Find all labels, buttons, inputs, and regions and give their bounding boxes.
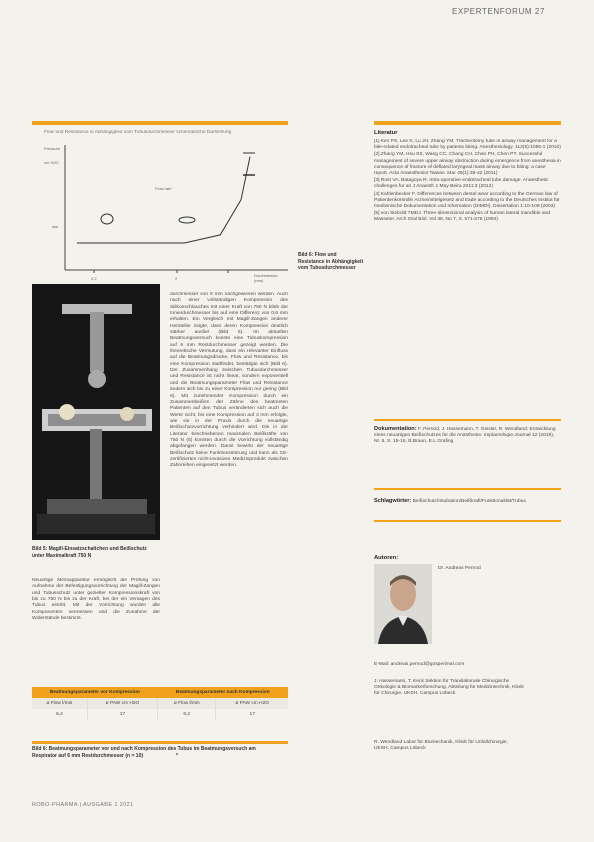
author-photo xyxy=(374,564,432,644)
figure6-x-tick-b: 2 xyxy=(175,276,178,281)
table-caption: Bild 6: Beatmungsparameter vor und nach Kompression des Tubus im Beatmungsversuch am Respirator auf 6 mm Restdurchmesser (n = 10) xyxy=(32,746,256,759)
documentation-text: F. Pernod, J. Hassemann, T. Geisler, R. Wendland: Entwicklung eines neuartigen Beißschutzes für die Anästhesie. Implantologie-Journal 12 (2019), Nr. 6, S. 15-16, B.Braun, E.L.Grafing xyxy=(374,427,556,445)
author-block-2: R. Wendland Labor für Biomechanik, Klinik für Unfallchirurgie, UKSH, Campus Lübeck xyxy=(374,740,508,752)
keywords-top-rule xyxy=(374,488,561,490)
figure6-y-label: Pressure xyxy=(44,146,61,151)
running-header: EXPERTENFORUM 27 xyxy=(452,7,546,16)
documentation-top-rule xyxy=(374,419,561,421)
keywords-heading: Schlagwörter: xyxy=(374,498,412,504)
body-paragraph-right: durchmesser von 8 mm nachgewiesen werden. Auch nach einer vollständigen Kompression des Silikonschlauches mit einer Kraft von 750 N blieb der Innendurchmesser bis auf eine Differenz von 0,6 mm erhalten. Ein Vergleich mit Magill-Zangen anderer Hersteller zeigte, dass deren Kompression deutlich stärker ausfiel (Bild 5). Im aktuellen Beatmungsversuch konnte eine Tubuskompression auf 6 mm Restdurchmesser gezeigt werden. Die theoretische Vermutung, dass ein relevanter Einfluss auf die Beatmungsdrücke, Flow und Resistance, bis eine Kompression stattfindet, bestätigte sich (Bild 6). Der Zusammenhang zwischen Tubusdurchmesser und Resistance ist nicht linear, sondern exponentiell und die Beatmungsparameter Flow und Resistance ändern sich bis zu einer Kompression nur gering (Bild 6). Mit zunehmender Kompression durch ein Zusammenbeißen der Zähne des beatmeten Patienten auf den Tubus veränderten sich auch die Werte nicht, bis eine Kompression auf 3 mm erfolgte, wie sie in der Praxis durch die neuartige Beißschutzvorrichtung verhindert wird. Die in der Literatur beschriebenen maximalen Beißkräfte von 750 N (5) konnten durch die Vorrichtung vollständig abgefangen werden. Damit bewirkt der neuartige Beißschutz keine Funktionsstörung und kann als CE-zertifiziertes nicht-invasives Medizinprodukt zwischen Zahnreihen eingesetzt werden. xyxy=(170,292,288,469)
table-col-paw-after: ø PAW cm H2O xyxy=(216,698,288,709)
author-block-1: J. Hassemann, T. Keck Sektion für Translationale Chirurgische Onkologie & Biomarkerforschung, Abteilung für Medizintechnik, Klinik für Chirurgie, UKSH, Campus Lübeck xyxy=(374,679,524,697)
authors-heading: Autoren: xyxy=(374,555,399,561)
documentation-heading: Dokumentation: xyxy=(374,426,417,432)
literature-top-rule xyxy=(374,121,561,125)
figure6-x-end-label: Durchmesser (mm) xyxy=(254,273,278,283)
figure5-caption: Bild 5: Magill-Einsatzschaltchen und Beißschutz unter Maximalkraft 750 N xyxy=(32,546,147,559)
author-photo-drawing xyxy=(374,564,432,644)
author-photo-label: Dr. Andreas Pernod xyxy=(438,566,481,571)
literature-ref: [5] von Siebold TMDJ. Three-dimensional analysis of human lateral mandible and Masseter. Arch Oral Biol. Vol 38, No 7, S. 571-576 (1994) xyxy=(374,211,550,223)
running-footer: ROBO-PHARMA | AUSGABE 1 2021 xyxy=(32,802,134,808)
table-col-paw-before: ø PAW cm H2O xyxy=(87,698,157,709)
literature-list xyxy=(374,139,561,415)
body-text-right xyxy=(170,292,288,672)
table-col-flow-before: ø Flow l/min xyxy=(46,701,73,706)
figure6-caption: Bild 6: Flow und Resistance in Abhängigkeit vom Tubusdurchmesser xyxy=(298,252,364,272)
figure6-y-unit: cm H2O xyxy=(44,160,59,165)
figure5-photo-drawing xyxy=(32,284,160,540)
keywords-block xyxy=(374,498,561,505)
table-cell-paw-before: 17 xyxy=(87,709,157,720)
literature-heading: Literatur xyxy=(374,130,398,136)
table-header-after: Beatmungsparameter nach Kompression xyxy=(158,687,288,698)
literature-ref: [1] Kim PS, Lee K, Lu JH, Zhang YM, Tracheotomy tube in airway management for a bite-related endotracheal tube by patients biting. Anesthesiology. 112(5):1055-1 (2010) xyxy=(374,139,561,151)
author-email: E-Mail: andreas.pernod@gosperimal.com xyxy=(374,662,465,667)
literature-ref: [4] Kahlenbecker F. Differences between dental wear according to the German law of Patientenkontrolle Arzneimittelgesetz and trade according to the Deutsches Institut für medizinische Dokumentation und Information (DIMDI), Dissertation 1:10-108 (2003) xyxy=(374,191,560,210)
literature-ref: [2] Zhang YM, Hsu SS, Wang CC, Chang CH, Chan PH, Chen PT. Successful management of severe upper airway obstruction during emergence from anesthesia in consequence of fracture of deflated laryngeal mask airway due to biting: a case report. Acta Anaesthesiol Taiwan. Mar 49(1):36-42 (2011) xyxy=(374,152,561,177)
figure5-photo xyxy=(32,284,160,540)
table-cell-flow-after: 6,2 xyxy=(158,709,216,720)
figure6-legend-label: Flow rate xyxy=(155,186,172,191)
figure6-chart xyxy=(50,145,290,285)
table-header-before: Beatmungsparameter vor Kompression xyxy=(32,687,158,698)
body-paragraph-left: Neuartige Messapparatur ermöglicht die Prüfung von Aufnahme der Befestigungsvorrichtung der Magill-Zangen und Tubusschutz unter gezielter Kompressionskraft von bis zu 750 N bis zu der Kraft, bei der ein Versagen des Tubus eintritt. Mit der Vorrichtung wurden alle Komponenten vermessen und die Zunahme der Widerstände bestimmt. xyxy=(32,578,160,622)
body-text-left xyxy=(32,578,160,670)
table-bottom-rule xyxy=(32,741,288,744)
keywords-text: Beißschutz/Intubation/Beißkraft/Funktionalität/Tubus xyxy=(412,499,526,504)
figure6-title: Flow und Resistance in Abhängigkeit vom Tubusdurchmesser schematische Darstellung xyxy=(44,130,232,135)
table-caption-asterisk: * xyxy=(176,753,178,759)
documentation-block xyxy=(374,426,561,446)
literature-ref: [3] Rost VA, Batagoya R. Intra-operative endotracheal tube damage. Anaesthetic challenges for an J Anaesth 1 May Beira 2011:3 (2012) xyxy=(374,178,549,190)
authors-top-rule xyxy=(374,520,561,522)
table-col-flow-after: ø Flow l/min xyxy=(158,698,216,709)
figure6-top-rule xyxy=(32,121,288,125)
table-cell-flow-before: 6,4 xyxy=(56,712,63,717)
figure6-marker-flat xyxy=(179,217,195,223)
table-cell-paw-after: 17 xyxy=(216,709,288,720)
parameter-table xyxy=(32,687,288,720)
figure6-curve xyxy=(77,157,250,243)
figure6-marker-large xyxy=(101,214,113,224)
figure6-x-tick-a: 0,2 xyxy=(91,276,97,281)
